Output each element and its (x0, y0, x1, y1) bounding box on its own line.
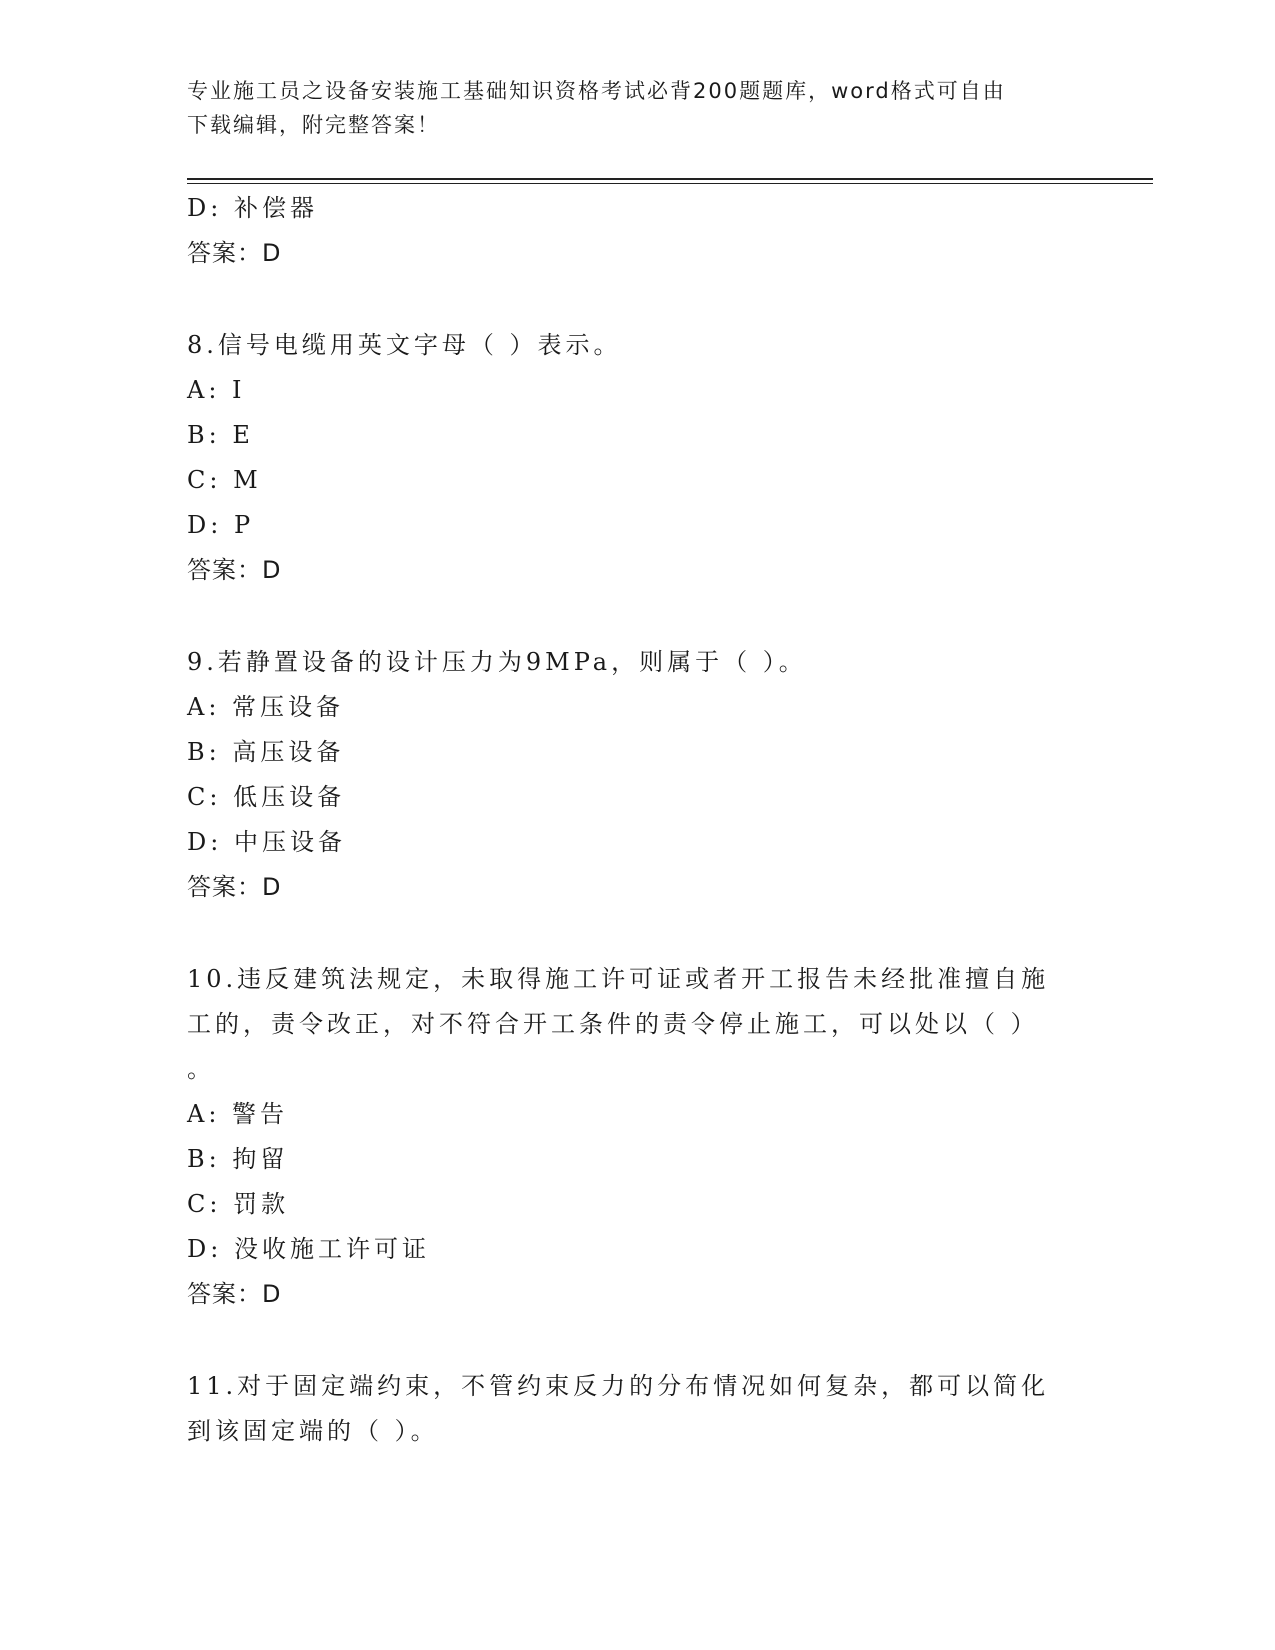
question-stem-line-1: 11.对于固定端约束，不管约束反力的分布情况如何复杂，都可以简化 (187, 1372, 1050, 1400)
question-10 (187, 957, 1087, 1317)
option-b: B: 拘留 (187, 1145, 289, 1173)
header-line-2: 下载编辑，附完整答案！ (187, 113, 440, 137)
option-d: D: P (187, 511, 255, 539)
option-d: D: 没收施工许可证 (187, 1235, 430, 1263)
option-b: B: 高压设备 (187, 738, 345, 766)
question-stem-line-1: 10.违反建筑法规定，未取得施工许可证或者开工报告未经批准擅自施 (187, 965, 1050, 993)
header-divider-thin (187, 183, 1153, 184)
option-a: A: 常压设备 (187, 693, 345, 721)
question-list (187, 186, 1087, 1454)
question-stem: 9.若静置设备的设计压力为9MPa，则属于（ ）。 (187, 648, 807, 676)
option-a: A: 警告 (187, 1100, 289, 1128)
option-c: C: 罚款 (187, 1190, 290, 1218)
header-divider (187, 178, 1153, 180)
question-stem-line-2: 工的，责令改正，对不符合开工条件的责令停止施工，可以处以（ ） (187, 1010, 1039, 1038)
question-stem: 8.信号电缆用英文字母（ ）表示。 (187, 331, 622, 359)
answer-line: 答案：D (187, 1280, 282, 1308)
header-line-1: 专业施工员之设备安装施工基础知识资格考试必背200题题库，word格式可自由 (187, 79, 1006, 103)
document-header (187, 74, 1067, 142)
option-c: C: M (187, 466, 262, 494)
answer-line: 答案：D (187, 556, 282, 584)
option-d: D: 补偿器 (187, 194, 318, 222)
question-8 (187, 323, 1087, 593)
option-c: C: 低压设备 (187, 783, 346, 811)
answer-line: 答案：D (187, 239, 282, 267)
option-b: B: E (187, 421, 254, 449)
question-stem-line-2: 到该固定端的（ ）。 (187, 1417, 439, 1445)
question-9 (187, 640, 1087, 910)
question-stem-line-3: 。 (187, 1055, 215, 1083)
option-a: A: I (187, 376, 246, 404)
question-11 (187, 1364, 1087, 1454)
option-d: D: 中压设备 (187, 828, 346, 856)
answer-line: 答案：D (187, 873, 282, 901)
